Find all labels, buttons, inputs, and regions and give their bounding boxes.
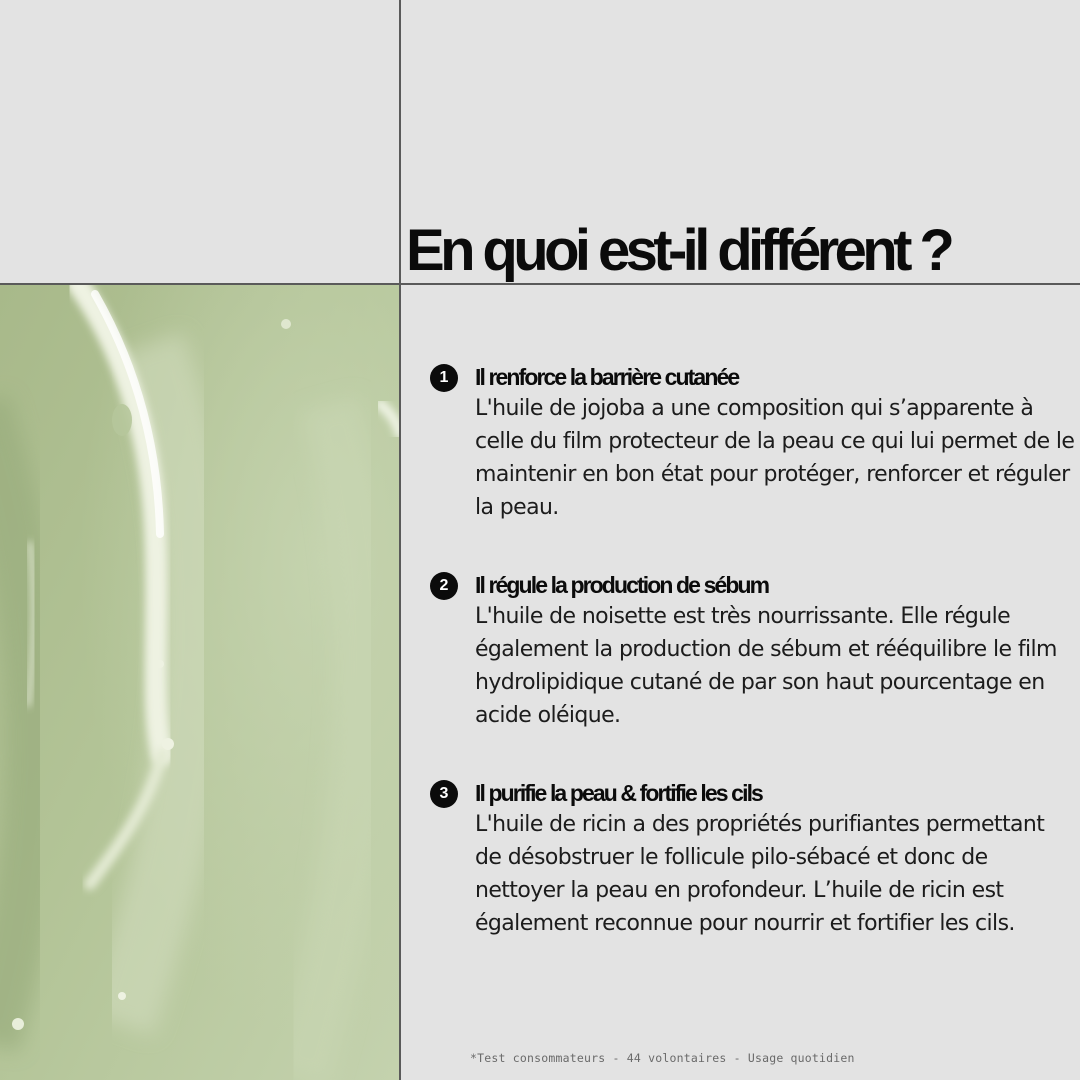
feature-number-badge: 1 bbox=[430, 364, 458, 392]
feature-description: L'huile de noisette est très nourrissante. Elle régule également la production de sébum et rééquilibre le film hydrolipidique cutané de par son haut pourcentage en acide oléique. bbox=[475, 604, 1057, 728]
green-cream-texture-image bbox=[0, 284, 400, 1080]
footnote: *Test consommateurs - 44 volontaires - Usage quotidien bbox=[470, 1051, 855, 1065]
feature-title: Il régule la production de sébum bbox=[475, 572, 769, 598]
feature-description: L'huile de jojoba a une composition qui s’apparente à celle du film protecteur de la peau ce qui lui permet de le maintenir en bon état pour protéger, renforcer et réguler la peau. bbox=[475, 396, 1075, 520]
feature-title: Il renforce la barrière cutanée bbox=[475, 364, 739, 390]
feature-description: L'huile de ricin a des propriétés purifiantes permettant de désobstruer le follicule pilo-sébacé et donc de nettoyer la peau en profondeur. L’huile de ricin est également reconnue pour nourrir et fortifier les cils. bbox=[475, 812, 1045, 936]
page-title: En quoi est-il différent ? bbox=[406, 218, 951, 283]
feature-number-badge: 2 bbox=[430, 572, 458, 600]
feature-title: Il purifie la peau & fortifie les cils bbox=[475, 780, 762, 806]
vertical-divider bbox=[399, 0, 401, 1080]
feature-number-badge: 3 bbox=[430, 780, 458, 808]
